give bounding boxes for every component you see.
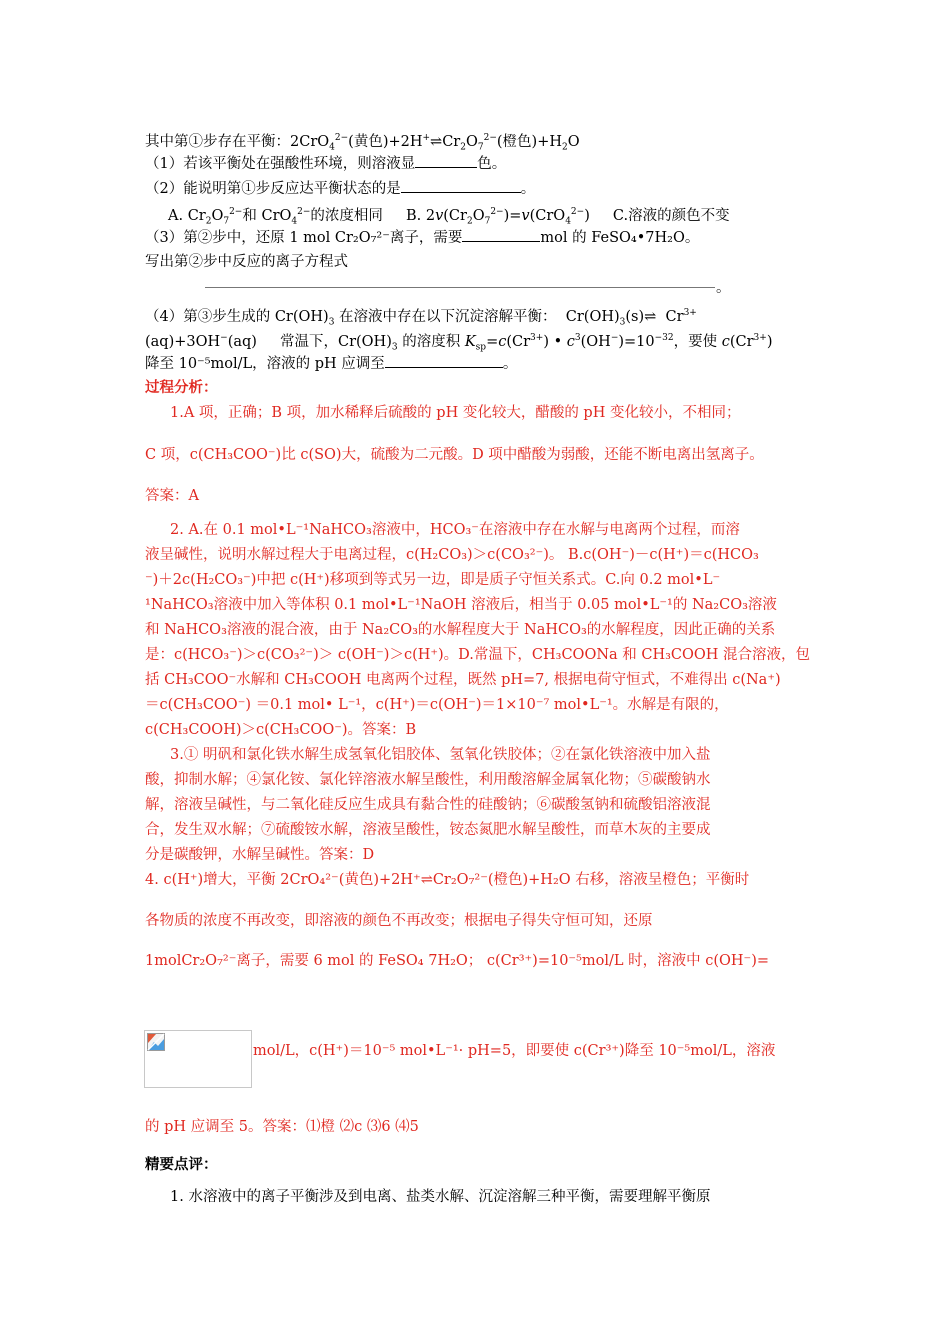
analysis-2-line: 和 NaHCO₃溶液的混合液，由于 Na₂CO₃的水解程度大于 NaHCO₃的水解程度，因此正确的关系 [145,622,776,638]
question-2-options: A. $Cr_2O_7^{2-}$和 CrO$_4^{2-}$的浓度相同 B. $2v(Cr_2O_7^{2-})=v(CrO_4^{2-})$ C.溶液的颜色不变 [168,207,730,227]
review-line: 1. 水溶液中的离子平衡涉及到电离、盐类水解、沉淀溶解三种平衡，需要理解平衡原 [170,1189,711,1205]
analysis-3-line: 合，发生双水解；⑦硫酸铵水解，溶液呈酸性，铵态氮肥水解呈酸性，而草木灰的主要成 [145,822,711,838]
question-3-end: 。 [716,280,731,296]
review-heading: 精要点评： [145,1156,218,1173]
analysis-3-line: 分是碳酸钾，水解呈碱性。答案：D [145,847,375,863]
question-3: （3）第②步中，还原 1 mol Cr₂O₇²⁻离子，需要 mol 的 FeSO₄•7H₂O。 [145,227,699,248]
question-2: （2）能说明第①步反应达平衡状态的是 。 [145,178,535,199]
equilibrium-intro: 其中第①步存在平衡：2CrO$_4^{2-}$(黄色)$+2H^+\rightleftharpoons Cr_2O_7^{2-}$(橙色)$+H_2O$ [145,133,580,153]
analysis-2-line: ⁻)＋2c(H₂CO₃⁻)中把 c(H⁺)移项到等式另一边，即是质子守恒关系式。C.向 0.2 mol•L⁻ [145,572,721,588]
analysis-4-line: 1molCr₂O₇²⁻离子，需要 6 mol 的 FeSO₄ 7H₂O； c(Cr³⁺)=10⁻⁵mol/L 时，溶液中 c(OH⁻)= [145,953,770,969]
question-4-line2: (aq)+3OH−(aq) 常温下，$Cr(OH)_3$ 的溶度积 $K_{sp}=c(Cr^{3+})$ • $c^3(OH^-)=10^{-32}$，要使 $c(Cr^{3+})$ [145,333,773,353]
analysis-heading: 过程分析： [145,379,218,396]
equilibrium-arrow-icon: ⇌ [430,133,443,150]
analysis-3-line: 3.① 明矾和氯化铁水解生成氢氧化铝胶体、氢氧化铁胶体；②在氯化铁溶液中加入盐 [170,747,711,763]
formula-image [144,1030,252,1088]
analysis-2-line: ¹NaHCO₃溶液中加入等体积 0.1 mol•L⁻¹NaOH 溶液后，相当于 0.05 mol•L⁻¹的 Na₂CO₃溶液 [145,597,777,613]
question-4-line3: 降至 10⁻⁵mol/L，溶液的 pH 应调至 。 [145,353,517,374]
analysis-2-line: 液呈碱性，说明水解过程大于电离过程，c(H₂CO₃)＞c(CO₃²⁻)。 B.c(OH⁻)－c(H⁺)＝c(HCO₃ [145,547,759,563]
analysis-3-line: 酸，抑制水解；④氯化铵、氯化锌溶液水解呈酸性，利用酸溶解金属氧化物；⑤碳酸钠水 [145,772,711,788]
question-4-line1: （4）第③步生成的 $Cr(OH)_3$ 在溶液中存在以下沉淀溶解平衡： $Cr(OH)_3(s)\rightleftharpoons$ $Cr^{3+}$ [145,308,697,328]
equilibrium-arrow-icon: ⇌ [644,308,657,325]
answer-line [205,287,715,288]
question-1: （1）若该平衡处在强酸性环境，则溶液显 色。 [145,153,506,174]
analysis-1-line2: C 项，c(CH₃COO⁻)比 c(SO)大，硫酸为二元酸。D 项中醋酸为弱酸，还能不断电离出氢离子。 [145,447,764,463]
analysis-2-line: 是：c(HCO₃⁻)＞c(CO₃²⁻)＞ c(OH⁻)＞c(H⁺)。D.常温下，CH₃COONa 和 CH₃COOH 混合溶液，包 [145,647,811,663]
analysis-2-line: 2. A.在 0.1 mol•L⁻¹NaHCO₃溶液中，HCO₃⁻在溶液中存在水解与电离两个过程，而溶 [170,522,740,538]
analysis-2-line: 括 CH₃COO⁻水解和 CH₃COOH 电离两个过程，既然 pH=7, 根据电荷守恒式，不难得出 c(Na⁺) [145,672,781,688]
analysis-1-line1: 1.A 项，正确；B 项，加水稀释后硫酸的 pH 变化较大，醋酸的 pH 变化较小，不相同； [170,405,741,421]
analysis-4-line: mol/L，c(H⁺)＝10⁻⁵ mol•L⁻¹· pH=5，即要使 c(Cr³⁺)降至 10⁻⁵mol/L，溶液 [253,1043,776,1059]
broken-image-icon [147,1033,165,1051]
question-3-equation-prompt: 写出第②步中反应的离子方程式 [145,254,348,270]
analysis-4-line: 的 pH 应调至 5。答案：⑴橙 ⑵c ⑶6 ⑷5 [145,1119,419,1135]
analysis-2-line: ＝c(CH₃COO⁻) ＝0.1 mol• L⁻¹，c(H⁺)＝c(OH⁻)＝1×10⁻⁷ mol•L⁻¹。水解是有限的， [145,697,729,713]
analysis-4-line: 4. c(H⁺)增大，平衡 2CrO₄²⁻(黄色)+2H⁺⇌Cr₂O₇²⁻(橙色)+H₂O 右移，溶液呈橙色；平衡时 [145,872,750,888]
analysis-2-line: c(CH₃COOH)＞c(CH₃COO⁻)。答案：B [145,722,417,738]
analysis-4-line: 各物质的浓度不再改变，即溶液的颜色不再改变；根据电子得失守恒可知，还原 [145,913,653,929]
analysis-1-answer: 答案：A [145,488,199,504]
analysis-3-line: 解，溶液呈碱性，与二氧化硅反应生成具有黏合性的硅酸钠；⑥碳酸氢钠和硫酸铝溶液混 [145,797,711,813]
